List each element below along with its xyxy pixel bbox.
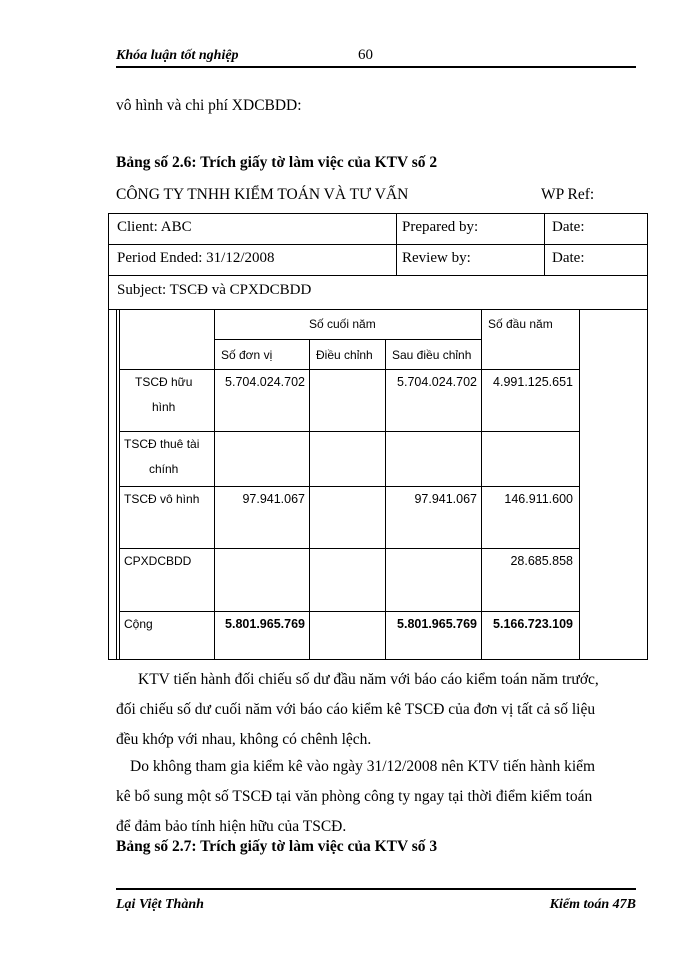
row-label: TSCĐ vô hình (124, 492, 200, 506)
paragraph-line: KTV tiến hành đối chiếu số dư đầu năm với báo cáo kiểm toán năm trước, (138, 671, 599, 688)
paragraph-2 (116, 752, 636, 842)
date-label-1: Date: (552, 219, 585, 235)
row-label: TSCĐ thuê tài (124, 437, 200, 451)
total-adjusted: 5.801.965.769 (397, 617, 477, 631)
row-label-cont: hình (152, 400, 176, 414)
paragraph-line: để đảm bảo tính hiện hữu của TSCĐ. (116, 818, 347, 835)
row-label: TSCĐ hữu (135, 375, 193, 389)
paragraph-line: kê bổ sung một số TSCĐ tại văn phòng công ty ngay tại thời điểm kiểm toán (116, 788, 593, 805)
intro-text: vô hình và chi phí XDCBDD: (116, 97, 302, 114)
group-header-end-year: Số cuối năm (309, 317, 376, 331)
paragraph-line: đều khớp với nhau, không có chênh lệch. (116, 731, 372, 748)
col-header-entity: Số đơn vị (221, 348, 273, 362)
table1-caption: Bảng số 2.6: Trích giấy tờ làm việc của KTV số 2 (116, 154, 438, 171)
cell-start-year: 146.911.600 (504, 492, 573, 506)
header-rule (116, 66, 636, 68)
footer-rule (116, 888, 636, 890)
cell-adjusted: 5.704.024.702 (397, 375, 477, 389)
cell-entity: 5.704.024.702 (225, 375, 305, 389)
review-by-label: Review by: (402, 250, 471, 266)
footer-author: Lại Việt Thành (116, 897, 204, 912)
row-label: CPXDCBDD (124, 554, 192, 568)
table2-caption: Bảng số 2.7: Trích giấy tờ làm việc của KTV số 3 (116, 838, 438, 855)
total-entity: 5.801.965.769 (225, 617, 305, 631)
date-label-2: Date: (552, 250, 585, 266)
client-label: Client: ABC (117, 219, 192, 235)
cell-start-year: 4.991.125.651 (493, 375, 573, 389)
footer-class: Kiểm toán 47B (549, 897, 636, 912)
subject-label: Subject: TSCĐ và CPXDCBDD (117, 282, 312, 298)
paragraph-1 (116, 665, 636, 755)
cell-start-year: 28.685.858 (510, 554, 573, 568)
header-title: Khóa luận tốt nghiệp (116, 48, 239, 63)
page-number: 60 (358, 47, 373, 63)
col-header-adjustment: Điều chỉnh (316, 348, 373, 362)
company-name: CÔNG TY TNHH KIỂM TOÁN VÀ TƯ VẤN (116, 186, 409, 203)
cell-adjusted: 97.941.067 (414, 492, 477, 506)
paragraph-line: Do không tham gia kiểm kê vào ngày 31/12/2008 nên KTV tiến hành kiểm (130, 758, 596, 775)
group-header-start-year: Số đầu năm (488, 317, 553, 331)
wp-ref: WP Ref: (541, 186, 595, 203)
cell-entity: 97.941.067 (242, 492, 305, 506)
total-start-year: 5.166.723.109 (493, 617, 573, 631)
col-header-adjusted: Sau điều chỉnh (392, 348, 472, 362)
row-label-cont: chính (149, 462, 179, 476)
paragraph-line: đối chiếu số dư cuối năm với báo cáo kiểm kê TSCĐ của đơn vị tất cả số liệu (116, 701, 596, 718)
working-paper-table (108, 213, 648, 660)
prepared-by-label: Prepared by: (402, 219, 479, 235)
period-ended-label: Period Ended: 31/12/2008 (117, 250, 275, 266)
total-label: Cộng (124, 617, 153, 631)
